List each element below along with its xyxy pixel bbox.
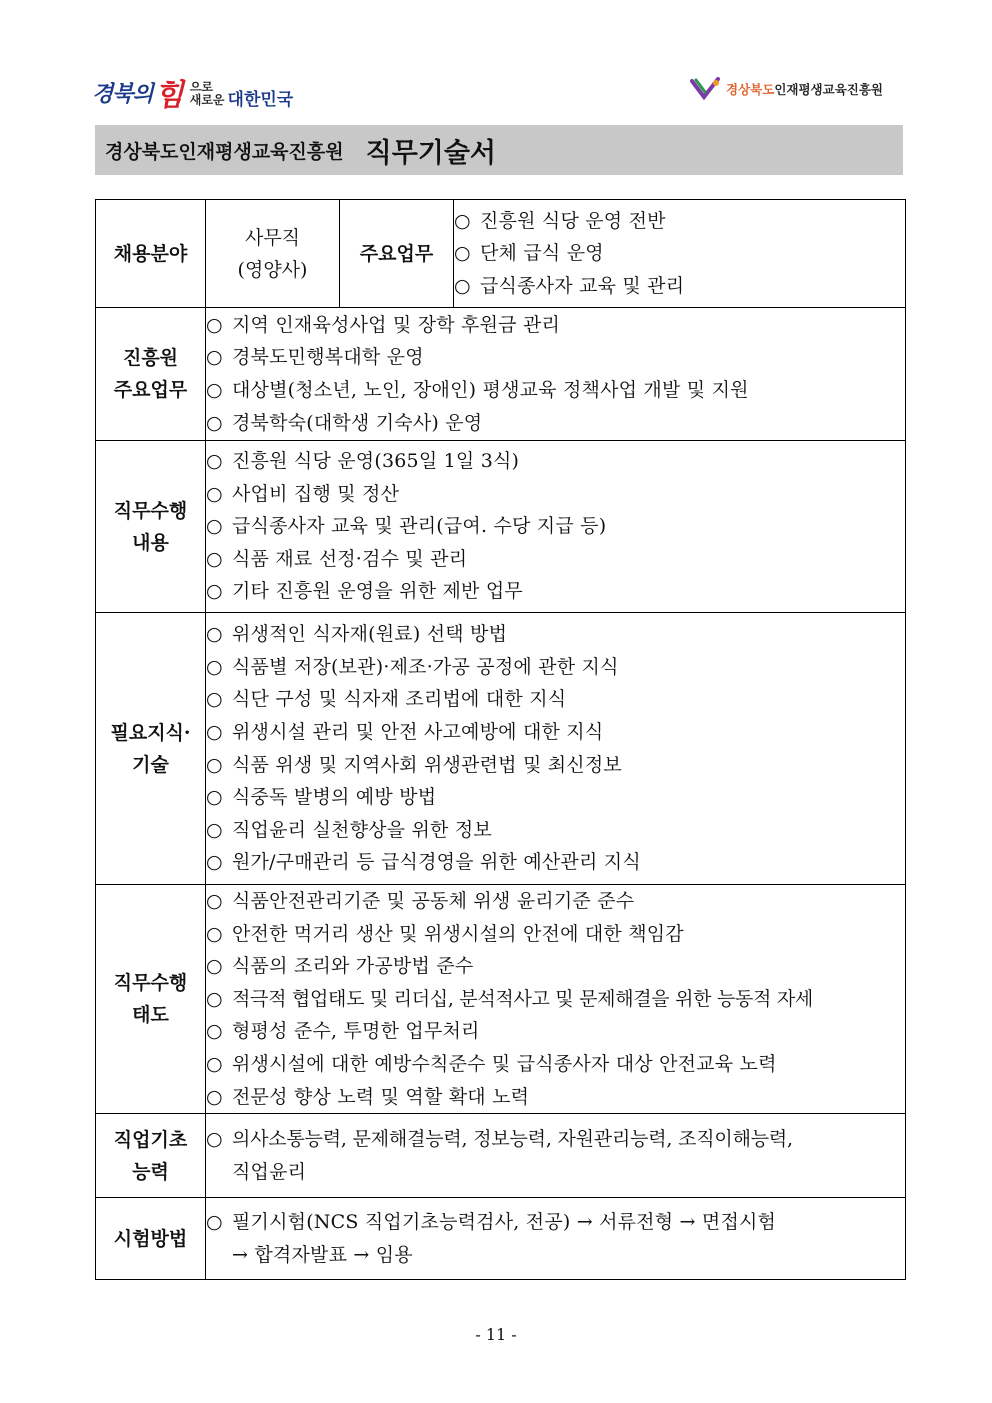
list-item: ○ 위생시설 관리 및 안전 사고예방에 대한 지식 bbox=[206, 720, 604, 743]
knowledge-list bbox=[206, 613, 906, 885]
job-description-table bbox=[95, 199, 906, 1280]
list-item: ○ 기타 진흥원 운영을 위한 제반 업무 bbox=[206, 580, 523, 603]
job-type-line1: 사무직 bbox=[244, 226, 301, 249]
list-item-continued: → 합격자발표 → 임용 bbox=[232, 1243, 413, 1266]
list-item: ○ 식중독 발병의 예방 방법 bbox=[206, 786, 437, 809]
right-logo bbox=[690, 74, 883, 104]
org-name-rest: 인재평생교육진흥원 bbox=[774, 82, 883, 97]
row-exam bbox=[96, 1198, 906, 1280]
label-attitude: 직무수행 태도 bbox=[96, 885, 206, 1114]
tasks-list bbox=[206, 441, 906, 613]
label-main-duty: 주요업무 bbox=[340, 200, 454, 308]
main-duty-list bbox=[454, 200, 906, 308]
list-item: ○ 진흥원 식당 운영(365일 1일 3식) bbox=[206, 450, 520, 473]
label-tasks: 직무수행 내용 bbox=[96, 441, 206, 613]
list-item: ○ 지역 인재육성사업 및 장학 후원금 관리 bbox=[206, 313, 561, 336]
label-exam: 시험방법 bbox=[96, 1198, 206, 1280]
page-number: - 11 - bbox=[475, 1325, 517, 1344]
list-item: ○ 형평성 준수, 투명한 업무처리 bbox=[206, 1020, 480, 1043]
list-item: ○ 식품의 조리와 가공방법 준수 bbox=[206, 955, 474, 978]
list-item: ○ 적극적 협업태도 및 리더십, 분석적사고 및 문제해결을 위한 능동적 자세 bbox=[206, 987, 813, 1010]
agency-duty-list bbox=[206, 308, 906, 441]
job-type-line2: (영양사) bbox=[237, 258, 308, 281]
list-item: ○ 식품별 저장(보관)·제조·가공 공정에 관한 지식 bbox=[206, 655, 619, 678]
list-item: ○ 식단 구성 및 식자재 조리법에 대한 지식 bbox=[206, 688, 567, 711]
list-item: ○ 직업윤리 실천향상을 위한 정보 bbox=[206, 818, 492, 841]
list-item: ○ 단체 급식 운영 bbox=[454, 242, 604, 265]
label-recruit: 채용분야 bbox=[96, 200, 206, 308]
org-name-colored: 경상북도 bbox=[726, 82, 775, 97]
list-item: ○ 위생적인 식자재(원료) 선택 방법 bbox=[206, 623, 508, 646]
logo-stack bbox=[190, 81, 225, 107]
list-item: ○ 원가/구매관리 등 급식경영을 위한 예산관리 지식 bbox=[206, 851, 641, 874]
list-item: ○ 필기시험(NCS 직업기초능력검사, 전공) → 서류전형 → 면접시험 bbox=[206, 1211, 777, 1234]
logo-big-text: 대한민국 bbox=[227, 89, 294, 110]
attitude-list bbox=[206, 885, 906, 1114]
title-org: 경상북도인재평생교육진흥원 bbox=[105, 140, 344, 163]
list-item: ○ 식품 위생 및 지역사회 위생관련법 및 최신정보 bbox=[206, 753, 622, 776]
job-type bbox=[206, 200, 340, 308]
list-item: ○ 안전한 먹거리 생산 및 위생시설의 안전에 대한 책임감 bbox=[206, 922, 684, 945]
page-title: 직무기술서 bbox=[365, 137, 497, 169]
list-item: ○ 급식종사자 교육 및 관리 bbox=[454, 274, 685, 297]
list-item: ○ 의사소통능력, 문제해결능력, 정보능력, 자원관리능력, 조직이해능력, bbox=[206, 1128, 793, 1151]
basic-ability bbox=[206, 1114, 906, 1198]
row-agency bbox=[96, 308, 906, 441]
list-item: ○ 급식종사자 교육 및 관리(급여. 수당 지급 등) bbox=[206, 515, 607, 538]
list-item: ○ 전문성 향상 노력 및 역할 확대 노력 bbox=[206, 1085, 530, 1108]
logo-script-text: 경북의 bbox=[92, 80, 153, 107]
list-item: ○ 대상별(청소년, 노인, 장애인) 평생교육 정책사업 개발 및 지원 bbox=[206, 379, 749, 401]
left-logo bbox=[92, 72, 293, 112]
row-attitude bbox=[96, 885, 906, 1114]
list-item: ○ 진흥원 식당 운영 전반 bbox=[454, 209, 666, 232]
row-knowledge bbox=[96, 613, 906, 885]
list-item: ○ 경북학숙(대학생 기숙사) 운영 bbox=[206, 411, 483, 434]
logo-mark: 힘 bbox=[154, 78, 184, 113]
list-item: ○ 위생시설에 대한 예방수칙준수 및 급식종사자 대상 안전교육 노력 bbox=[206, 1052, 777, 1075]
label-basic: 직업기초 능력 bbox=[96, 1114, 206, 1198]
list-item-continued: 직업윤리 bbox=[232, 1160, 307, 1183]
row-recruit bbox=[96, 200, 906, 308]
logo-small-bottom: 새로운 bbox=[189, 93, 225, 107]
label-agency: 진흥원 주요업무 bbox=[96, 308, 206, 441]
label-knowledge: 필요지식· 기술 bbox=[96, 613, 206, 885]
exam-method bbox=[206, 1198, 906, 1280]
row-tasks bbox=[96, 441, 906, 613]
list-item: ○ 식품 재료 선정·검수 및 관리 bbox=[206, 547, 468, 570]
list-item: ○ 식품안전관리기준 및 공동체 위생 윤리기준 준수 bbox=[206, 890, 635, 912]
org-emblem-icon bbox=[690, 77, 722, 101]
title-bar bbox=[95, 125, 903, 175]
list-item: ○ 사업비 집행 및 정산 bbox=[206, 482, 400, 505]
list-item: ○ 경북도민행복대학 운영 bbox=[206, 346, 424, 369]
logo-small-top: 으로 bbox=[189, 80, 213, 94]
row-basic bbox=[96, 1114, 906, 1198]
